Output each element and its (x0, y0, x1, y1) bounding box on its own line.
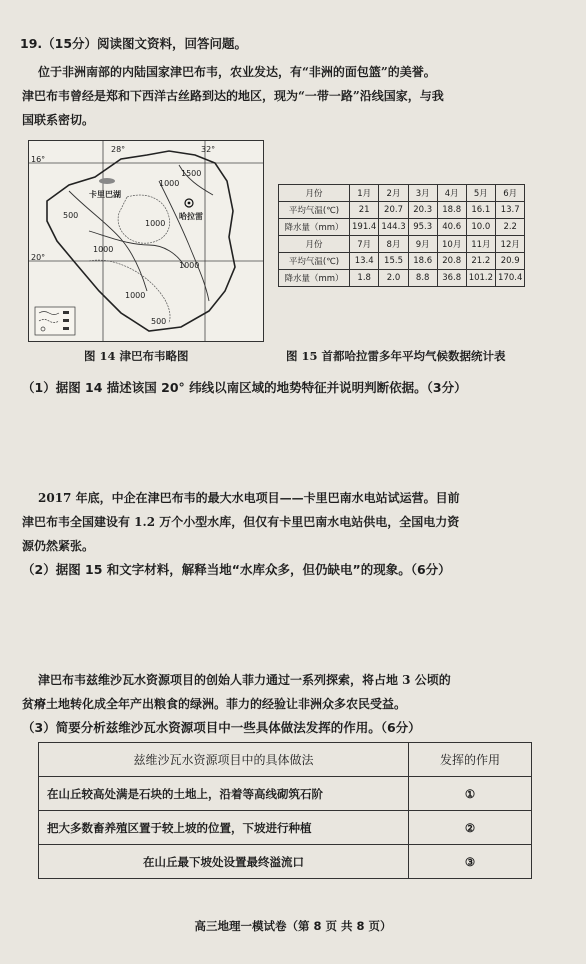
temp-header: 平均气温(℃) (279, 202, 350, 219)
month-cell: 9月 (408, 236, 437, 253)
month-cell: 4月 (437, 185, 466, 202)
intro-line: 位于非洲南部的内陆国家津巴布韦，农业发达，有“非洲的面包篮”的美誉。 (38, 65, 436, 79)
contour-label: 1000 (145, 219, 166, 228)
temp-cell: 20.7 (379, 202, 408, 219)
map-drawing (29, 141, 263, 341)
temp-header: 平均气温(℃) (279, 253, 350, 270)
lon-label: 28° (111, 145, 126, 154)
lat-label: 20° (31, 253, 46, 262)
table-row (39, 845, 532, 879)
temp-cell: 18.8 (437, 202, 466, 219)
paragraph-2 (22, 486, 568, 558)
precip-cell: 40.6 (437, 219, 466, 236)
table-row (279, 219, 525, 236)
month-cell: 5月 (466, 185, 495, 202)
month-cell: 11月 (466, 236, 495, 253)
table-row (279, 236, 525, 253)
sub-question-1: （1）据图 14 描述该国 20° 纬线以南区域的地势特征并说明判断依据。（3分） (22, 380, 467, 395)
temp-cell: 21 (350, 202, 379, 219)
effect-cell: ③ (409, 845, 532, 879)
column-header: 兹维沙瓦水资源项目中的具体做法 (39, 743, 409, 777)
month-cell: 3月 (408, 185, 437, 202)
method-cell: 把大多数畜养殖区置于较上坡的位置，下坡进行种植 (39, 811, 409, 845)
contour-label: 1500 (181, 169, 202, 178)
table-row (279, 253, 525, 270)
precip-cell: 170.4 (496, 270, 525, 287)
table-row (279, 185, 525, 202)
lat-label: 16° (31, 155, 46, 164)
paragraph-line: 贫瘠土地转化成全年产出粮食的绿洲。菲力的经验让非洲众多农民受益。 (22, 697, 407, 711)
table-row (39, 777, 532, 811)
method-cell: 在山丘较高处满是石块的土地上，沿着等高线砌筑石阶 (39, 777, 409, 811)
month-cell: 10月 (437, 236, 466, 253)
table-row (279, 270, 525, 287)
measures-table (38, 742, 532, 879)
precip-header: 降水量（mm） (279, 219, 350, 236)
precip-cell: 95.3 (408, 219, 437, 236)
river (69, 191, 147, 291)
contour-label: 500 (63, 211, 79, 220)
month-cell: 7月 (350, 236, 379, 253)
question-header: 19.（15分）阅读图文资料，回答问题。 (20, 36, 248, 51)
river (159, 181, 209, 301)
precip-cell: 8.8 (408, 270, 437, 287)
precip-cell: 1.8 (350, 270, 379, 287)
map-caption: 图 14 津巴布韦略图 (84, 349, 189, 363)
precip-cell: 36.8 (437, 270, 466, 287)
temp-cell: 20.9 (496, 253, 525, 270)
lake-label: 卡里巴湖 (89, 190, 121, 199)
precip-cell: 2.2 (496, 219, 525, 236)
temp-cell: 15.5 (379, 253, 408, 270)
sub-question-3: （3）简要分析兹维沙瓦水资源项目中一些具体做法发挥的作用。（6分） (22, 720, 421, 735)
precip-header: 降水量（mm） (279, 270, 350, 287)
intro-paragraph (22, 60, 568, 132)
month-cell: 12月 (496, 236, 525, 253)
temp-cell: 13.7 (496, 202, 525, 219)
paragraph-3 (22, 668, 568, 716)
temp-cell: 16.1 (466, 202, 495, 219)
paragraph-line: 源仍然紧张。 (22, 539, 95, 553)
precip-cell: 2.0 (379, 270, 408, 287)
paragraph-line: 2017 年底，中企在津巴布韦的最大水电项目——卡里巴南水电站试运营。目前 (38, 491, 460, 505)
temp-cell: 18.6 (408, 253, 437, 270)
capital-label: 哈拉雷 (179, 212, 203, 221)
month-header: 月份 (279, 185, 350, 202)
column-header: 发挥的作用 (409, 743, 532, 777)
contour-label: 1000 (125, 291, 146, 300)
precip-cell: 144.3 (379, 219, 408, 236)
lon-label: 32° (201, 145, 216, 154)
page-footer: 高三地理一模试卷（第 8 页 共 8 页） (194, 919, 392, 933)
intro-line: 国联系密切。 (22, 113, 95, 127)
method-cell: 在山丘最下坡处设置最终溢流口 (39, 845, 409, 879)
month-cell: 2月 (379, 185, 408, 202)
table-row (39, 811, 532, 845)
lake-marker (99, 178, 115, 184)
table-header-row (39, 743, 532, 777)
precip-cell: 191.4 (350, 219, 379, 236)
contour-label: 1000 (93, 245, 114, 254)
paragraph-line: 津巴布韦兹维沙瓦水资源项目的创始人菲力通过一系列探索，将占地 3 公顷的 (38, 673, 451, 687)
sub-question-2: （2）据图 15 和文字材料，解释当地“水库众多，但仍缺电”的现象。（6分） (22, 562, 451, 577)
temp-cell: 20.8 (437, 253, 466, 270)
country-border (47, 151, 235, 331)
precip-cell: 101.2 (466, 270, 495, 287)
contour-label: 1000 (159, 179, 180, 188)
month-header: 月份 (279, 236, 350, 253)
table-row (279, 202, 525, 219)
month-cell: 8月 (379, 236, 408, 253)
contour-label: 500 (151, 317, 167, 326)
precip-cell: 10.0 (466, 219, 495, 236)
temp-cell: 20.3 (408, 202, 437, 219)
intro-line: 津巴布韦曾经是郑和下西洋古丝路到达的地区，现为“一带一路”沿线国家，与我 (22, 89, 444, 103)
contour-label: 1000 (179, 261, 200, 270)
paragraph-line: 津巴布韦全国建设有 1.2 万个小型水库，但仅有卡里巴南水电站供电，全国电力资 (22, 515, 460, 529)
month-cell: 1月 (350, 185, 379, 202)
table-caption: 图 15 首都哈拉雷多年平均气候数据统计表 (286, 349, 506, 363)
zimbabwe-map (28, 140, 264, 342)
temp-cell: 21.2 (466, 253, 495, 270)
effect-cell: ① (409, 777, 532, 811)
month-cell: 6月 (496, 185, 525, 202)
climate-table (278, 184, 525, 287)
temp-cell: 13.4 (350, 253, 379, 270)
effect-cell: ② (409, 811, 532, 845)
